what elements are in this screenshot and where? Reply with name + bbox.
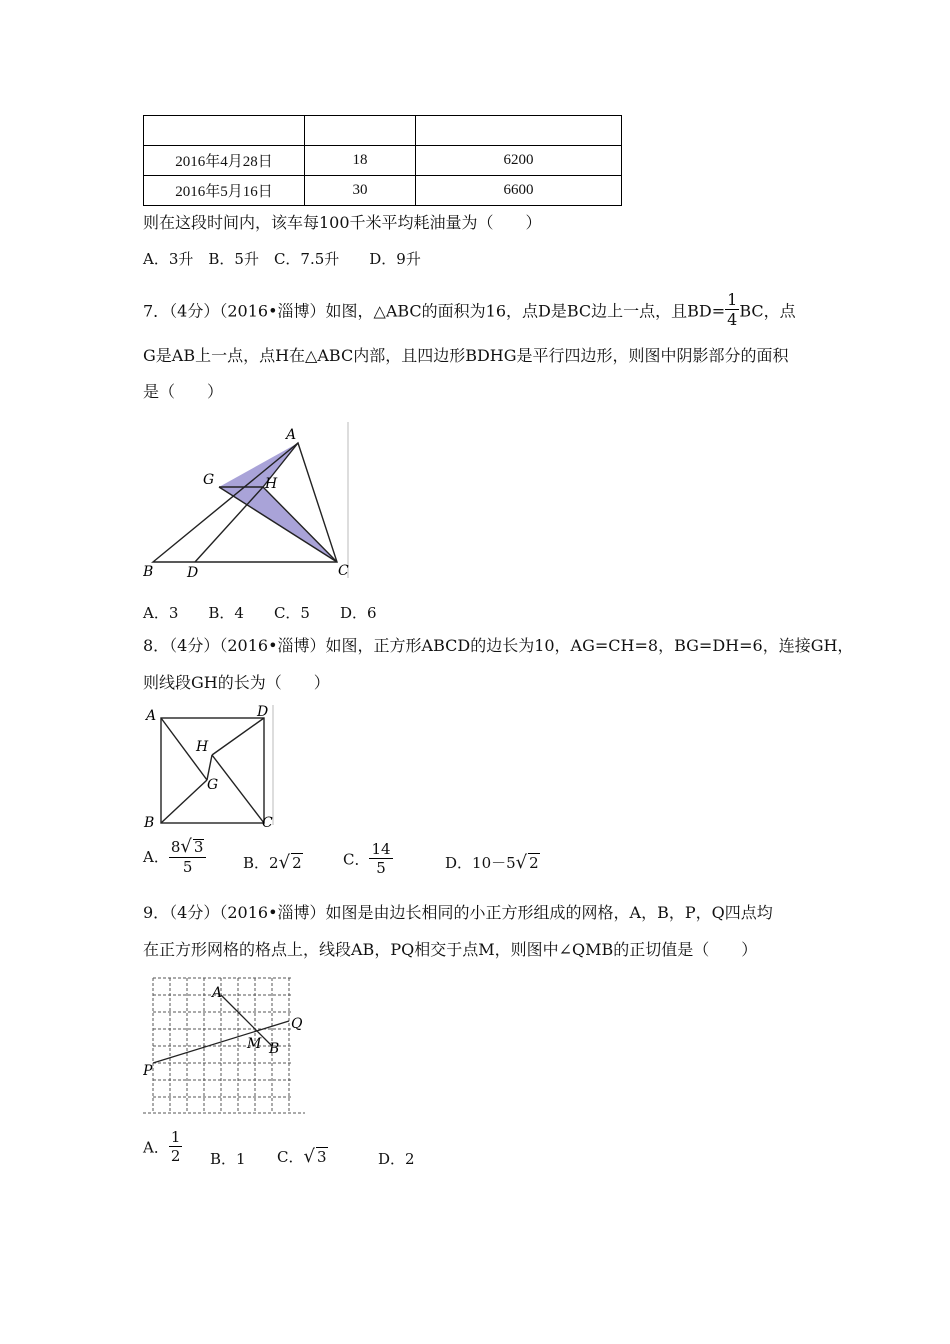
- q7-frac-den: 4: [727, 310, 738, 329]
- q7-line1-text: 7．（4分）（2016•淄博）如图，△ABC的面积为16，点D是BC边上一点，且BD=: [143, 301, 726, 321]
- q8-opt-b-label: B．2: [243, 854, 279, 872]
- frac-numerator: 14: [371, 840, 391, 858]
- frac-denominator: 2: [170, 1147, 181, 1165]
- label-b: B: [269, 1041, 280, 1057]
- q8-opt-d-label: D．10－5: [445, 854, 516, 872]
- label-d: D: [187, 565, 199, 581]
- label-p: P: [143, 1063, 153, 1079]
- label-a: A: [286, 427, 297, 443]
- q7-line1: [143, 290, 796, 329]
- frac-denominator: 5: [376, 859, 386, 877]
- square-abcd: [161, 718, 264, 823]
- radicand: 2: [529, 854, 539, 872]
- q7-fraction: [725, 292, 739, 328]
- q7-line3: 是（ ）: [143, 382, 224, 401]
- q6-stem: 则在这段时间内，该车每100千米平均耗油量为（ ）: [143, 213, 542, 232]
- table-cell: 18: [305, 146, 416, 176]
- label-g: G: [203, 472, 215, 488]
- segment-dh: [212, 718, 264, 755]
- q8-line2: 则线段GH的长为（ ）: [143, 673, 330, 692]
- q8-line1: 8．（4分）（2016•淄博）如图，正方形ABCD的边长为10，AG=CH=8，BG=DH=6，连接GH，: [143, 636, 854, 655]
- table-cell: [416, 116, 622, 146]
- q8-option-c: [343, 842, 393, 876]
- label-a: A: [212, 985, 223, 1001]
- q7-frac-num: 1: [727, 290, 738, 309]
- table-row: [144, 176, 622, 206]
- radical-sign: √: [303, 1146, 315, 1167]
- table-cell: 2016年4月28日: [144, 146, 305, 176]
- q8-opt-c-fraction: [369, 842, 392, 876]
- q7-line1-tail: BC，点: [739, 301, 796, 321]
- q8-opt-c-label: C．: [343, 850, 370, 869]
- q8-option-d: [445, 852, 540, 873]
- radicand: 3: [193, 838, 204, 856]
- table-cell: 30: [305, 176, 416, 206]
- radical-sign: √: [515, 852, 528, 873]
- label-b: B: [144, 815, 155, 831]
- table-cell: [144, 116, 305, 146]
- radical-sign: √: [278, 852, 291, 873]
- q8-option-b: [243, 852, 303, 873]
- label-c: C: [338, 563, 349, 579]
- frac-numerator: 1: [170, 1128, 181, 1146]
- label-q: Q: [291, 1016, 303, 1032]
- label-d: D: [257, 704, 269, 720]
- table-cell: 6600: [416, 176, 622, 206]
- q7-options: A．3 B．4 C．5 D．6: [143, 604, 377, 622]
- radicand: 3: [316, 1148, 327, 1166]
- q6-options: A．3升 B．5升 C．7.5升 D．9升: [143, 250, 421, 268]
- segment-gc: [219, 487, 337, 562]
- label-b: B: [143, 564, 154, 580]
- q9-line2: 在正方形网格的格点上，线段AB，PQ相交于点M，则图中∠QMB的正切值是（ ）: [143, 940, 758, 959]
- segment-ch: [212, 755, 264, 823]
- q9-opt-c-label: C．: [277, 1148, 304, 1166]
- label-h: H: [196, 739, 209, 755]
- frac-denominator: 5: [182, 858, 193, 876]
- q9-option-a: [143, 1130, 182, 1164]
- coef: 8: [170, 838, 181, 856]
- table-row: [144, 146, 622, 176]
- radicand: 2: [292, 854, 302, 872]
- table-cell: 2016年5月16日: [144, 176, 305, 206]
- label-a: A: [146, 708, 157, 724]
- q8-opt-a-label: A．: [143, 848, 169, 866]
- q8-opt-a-fraction: [169, 838, 207, 875]
- frac-numerator: [169, 838, 207, 858]
- q9-figure: [143, 972, 308, 1117]
- label-c: C: [262, 815, 273, 831]
- q9-option-d: D．2: [378, 1150, 415, 1168]
- shaded-triangle-top: [219, 443, 298, 487]
- q7-line2: G是AB上一点，点H在△ABC内部，且四边形BDHG是平行四边形，则图中阴影部分的面积: [143, 346, 789, 365]
- segment-dh: [195, 487, 263, 562]
- q7-figure: [143, 420, 353, 582]
- label-h: H: [265, 476, 278, 492]
- segment-hc: [263, 487, 337, 562]
- q9-option-c: [277, 1146, 328, 1167]
- table-cell: [305, 116, 416, 146]
- q9-opt-a-label: A．: [143, 1138, 169, 1157]
- table-cell: 6200: [416, 146, 622, 176]
- q9-option-b: B．1: [210, 1150, 246, 1168]
- q8-options: [143, 838, 206, 875]
- radical-sign: √: [180, 836, 192, 857]
- segment-bg: [161, 780, 207, 823]
- q9-opt-a-fraction: [169, 1130, 183, 1164]
- q8-figure: [143, 703, 278, 831]
- q9-line1: 9．（4分）（2016•淄博）如图是由边长相同的小正方形组成的网格，A，B，P，Q四点均: [143, 903, 773, 922]
- table-row: [144, 116, 622, 146]
- label-g: G: [207, 777, 219, 793]
- label-m: M: [247, 1036, 262, 1052]
- data-table: [143, 115, 622, 206]
